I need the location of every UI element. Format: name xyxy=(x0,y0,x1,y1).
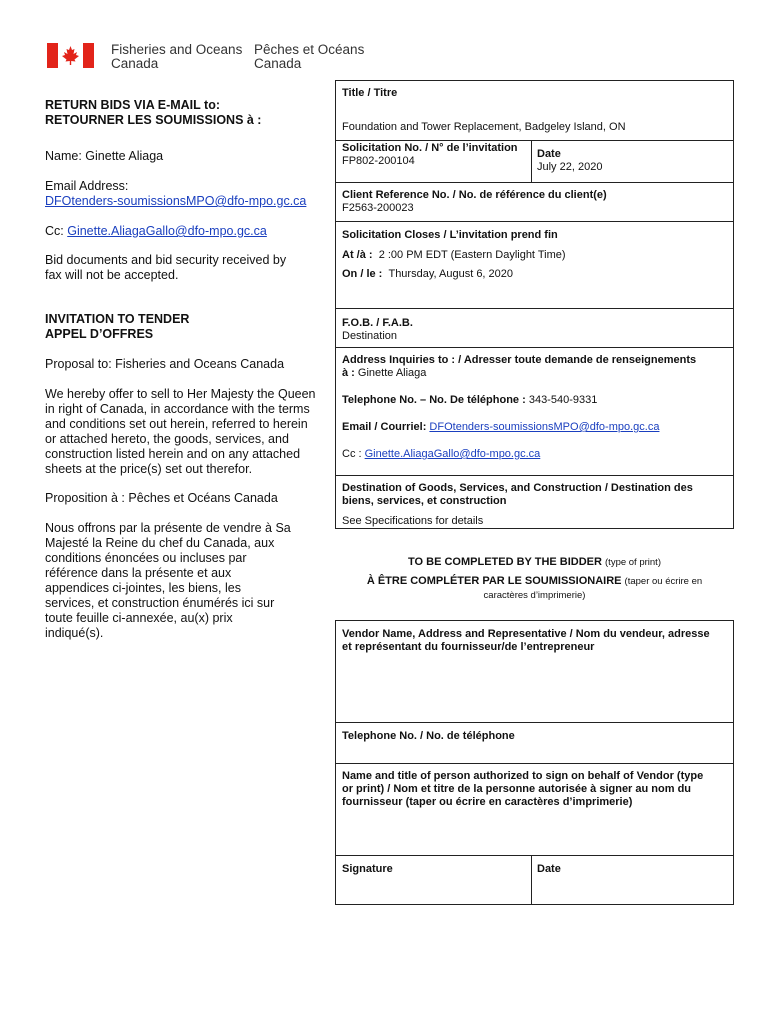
vendor-field[interactable]: Vendor Name, Address and Representative / Nom du vendeur, adresse et représentant du fournisseur/de l’entrepreneur xyxy=(342,628,710,653)
signature-date-field[interactable]: Date xyxy=(537,863,561,875)
fax-notice: Bid documents and bid security received by fax will not be accepted. xyxy=(45,253,287,282)
on-value: Thursday, August 6, 2020 xyxy=(388,268,514,280)
destination-label: Destination of Goods, Services, and Construction / Destination des biens, services, et construction xyxy=(342,482,693,507)
authorized-person-field[interactable]: Name and title of person authorized to sign on behalf of Vendor (type or print) / Nom et titre de la personne autorisée à signer au nom du fournisseur (taper ou écrire en caractères d’imprimerie) xyxy=(342,770,704,808)
title-label: Title / Titre xyxy=(342,87,398,99)
divider xyxy=(335,221,734,222)
at-label: At /à : xyxy=(342,249,373,261)
bidder-heading-fr: À ÊTRE COMPLÉTER PAR LE SOUMISSIONAIRE (taper ou écrire en xyxy=(366,575,703,587)
client-ref-value: F2563-200023 xyxy=(342,202,414,214)
telephone-label: Telephone No. – No. De téléphone : xyxy=(342,394,526,406)
canada-flag-icon xyxy=(47,43,94,68)
return-bids-heading: RETURN BIDS VIA E-MAIL to: RETOURNER LES SOUMISSIONS à : xyxy=(45,98,262,127)
offer-text-en: We hereby offer to sell to Her Majesty the Queen in right of Canada, in accordance with the terms and conditions set out herein, referred to herein or attached hereto, the goods, services, and construction listed herein and on any attached sheets at the price(s) set out therefor. xyxy=(45,387,316,476)
closing-time xyxy=(342,249,566,262)
cc-line-right xyxy=(342,448,540,461)
cc-label-right: Cc : xyxy=(342,448,365,460)
divider xyxy=(335,140,734,141)
divider xyxy=(531,855,532,905)
divider xyxy=(531,140,532,182)
divider xyxy=(335,347,734,348)
date-label: Date xyxy=(537,148,561,160)
proposition: Proposition à : Pêches et Océans Canada xyxy=(45,491,278,505)
divider xyxy=(335,855,734,856)
destination-value: See Specifications for details xyxy=(342,515,484,527)
invitation-heading: INVITATION TO TENDER APPEL D’OFFRES xyxy=(45,312,190,341)
fob-value: Destination xyxy=(342,330,398,342)
email-line xyxy=(342,421,659,434)
title-value: Foundation and Tower Replacement, Badgeley Island, ON xyxy=(342,121,626,133)
email-address-label: Email Address: xyxy=(45,179,129,193)
divider xyxy=(335,722,734,723)
on-label: On / le : xyxy=(342,268,383,280)
email-label: Email / Courriel: xyxy=(342,421,427,433)
cc-link[interactable]: Ginette.AliagaGallo@dfo-mpo.gc.ca xyxy=(67,224,267,238)
cc-link-right[interactable]: Ginette.AliagaGallo@dfo-mpo.gc.ca xyxy=(364,448,541,460)
proposal-to: Proposal to: Fisheries and Oceans Canada xyxy=(45,357,285,371)
contact-name: Name: Ginette Aliaga xyxy=(45,149,164,163)
telephone-value: 343-540-9331 xyxy=(528,394,598,406)
client-ref-label: Client Reference No. / No. de référence du client(e) xyxy=(342,189,607,201)
solicitation-label: Solicitation No. / N° de l’invitation xyxy=(342,142,518,154)
offer-text-fr: Nous offrons par la présente de vendre à Sa Majesté la Reine du chef du Canada, aux conditions énoncées ou incluses par référence dans la présente et aux appendices ci-jointes, les biens, les services, et construction énumérés ici sur toute feuille ci-annexée, au(x) prix indiqué(s). xyxy=(45,521,291,640)
divider xyxy=(335,182,734,183)
signature-field[interactable]: Signature xyxy=(342,863,393,875)
bidder-heading-fr-note: caractères d’imprimerie) xyxy=(483,590,586,601)
telephone-field[interactable]: Telephone No. / No. de téléphone xyxy=(342,730,515,742)
email-link[interactable]: DFOtenders-soumissionsMPO@dfo-mpo.gc.ca xyxy=(45,194,307,208)
telephone-line xyxy=(342,394,597,407)
closing-date xyxy=(342,268,513,281)
bidder-heading-en: TO BE COMPLETED BY THE BIDDER (type of print) xyxy=(408,556,661,568)
solicitation-value: FP802-200104 xyxy=(342,155,415,167)
closes-label: Solicitation Closes / L’invitation prend fin xyxy=(342,229,558,241)
cc-line xyxy=(45,224,267,239)
divider xyxy=(335,763,734,764)
department-name-fr: Pêches et Océans Canada xyxy=(254,42,365,71)
divider xyxy=(335,475,734,476)
at-value: 2 :00 PM EDT (Eastern Daylight Time) xyxy=(378,249,566,261)
address-inquiries: Address Inquiries to : / Adresser toute demande de renseignements à : Ginette Aliaga xyxy=(342,354,697,379)
divider xyxy=(335,308,734,309)
department-name-en: Fisheries and Oceans Canada xyxy=(111,42,243,71)
email-link-right[interactable]: DFOtenders-soumissionsMPO@dfo-mpo.gc.ca xyxy=(429,421,660,433)
cc-label: Cc: xyxy=(45,224,68,238)
fob-label: F.O.B. / F.A.B. xyxy=(342,317,413,329)
date-value: July 22, 2020 xyxy=(537,161,603,173)
